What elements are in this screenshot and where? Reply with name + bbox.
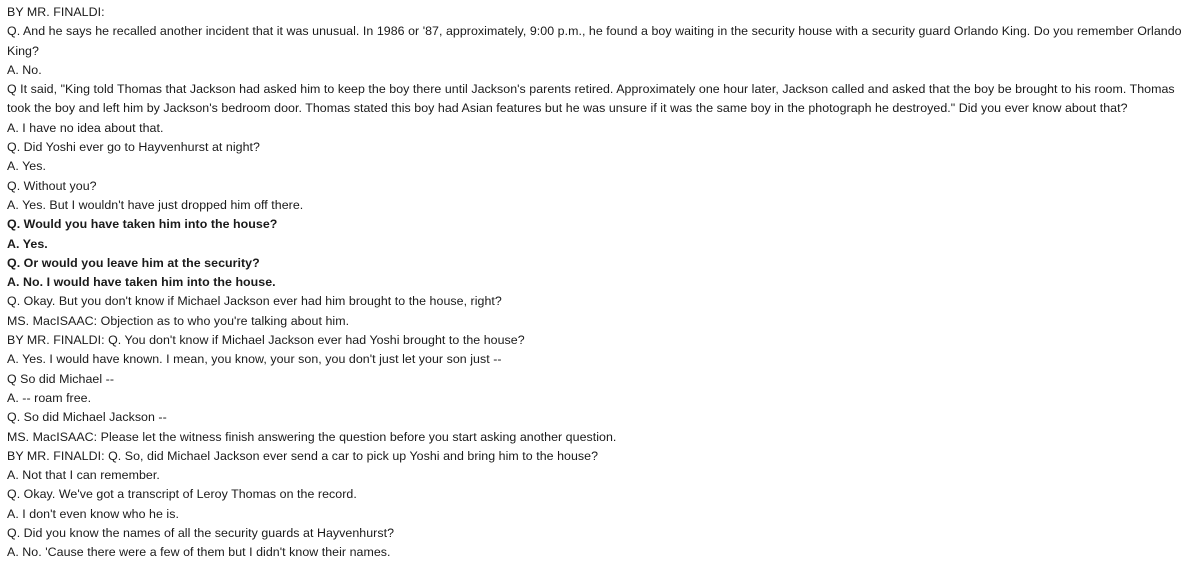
- transcript-line: A. No. I would have taken him into the house.: [7, 275, 276, 290]
- transcript-line: A. I don't even know who he is.: [7, 506, 179, 521]
- transcript-line: Q. Okay. But you don't know if Michael Jackson ever had him brought to the house, right?: [7, 294, 502, 309]
- transcript-line: MS. MacISAAC: Objection as to who you're talking about him.: [7, 313, 350, 328]
- transcript-line: A. Yes. I would have known. I mean, you know, your son, you don't just let your son just --: [7, 352, 502, 367]
- transcript-line: MS. MacISAAC: Please let the witness finish answering the question before you start asking another question.: [7, 429, 617, 444]
- transcript-line: Q. And he says he recalled another incident that it was unusual. In 1986 or '87, approximately, 9:00 p.m., he found a boy waiting in the security house with a security guard Orlando King. Do you remember Orlando King?: [7, 24, 1182, 58]
- transcript-line: Q. Without you?: [7, 178, 97, 193]
- transcript-line: BY MR. FINALDI: Q. You don't know if Michael Jackson ever had Yoshi brought to the house?: [7, 333, 525, 348]
- transcript-line: Q. So did Michael Jackson --: [7, 410, 167, 425]
- transcript-line: Q. Okay. We've got a transcript of Leroy Thomas on the record.: [7, 487, 357, 502]
- transcript-line: Q. Or would you leave him at the security?: [7, 255, 260, 270]
- transcript-line: A. Yes.: [7, 236, 48, 251]
- transcript-line: A. -- roam free.: [7, 390, 92, 405]
- transcript-line: BY MR. FINALDI: Q. So, did Michael Jackson ever send a car to pick up Yoshi and bring him to the house?: [7, 448, 599, 463]
- transcript-line: A. No.: [7, 62, 42, 77]
- transcript-line: A. Yes. But I wouldn't have just dropped him off there.: [7, 197, 304, 212]
- transcript-line: Q. Would you have taken him into the house?: [7, 217, 278, 232]
- transcript-line: A. Not that I can remember.: [7, 468, 160, 483]
- transcript-line: A. I have no idea about that.: [7, 120, 164, 135]
- transcript-line: A. Yes.: [7, 159, 46, 174]
- transcript-line: Q. Did Yoshi ever go to Hayvenhurst at night?: [7, 140, 260, 155]
- transcript-line: Q So did Michael --: [7, 371, 114, 386]
- transcript-line: BY MR. FINALDI:: [7, 5, 105, 19]
- transcript-line: A. No. 'Cause there were a few of them but I didn't know their names.: [7, 545, 391, 560]
- transcript-line: Q It said, "King told Thomas that Jackson had asked him to keep the boy there until Jackson's parents retired. Approximately one hour later, Jackson called and asked that the boy be brought to his room. Thomas took the boy and left him by Jackson's bedroom door. Thomas stated this boy had Asian features but he was unsure if it was the same boy in the photograph he destroyed." Did you ever know about that?: [7, 82, 1175, 116]
- transcript-line: Q. Did you know the names of all the security guards at Hayvenhurst?: [7, 526, 395, 541]
